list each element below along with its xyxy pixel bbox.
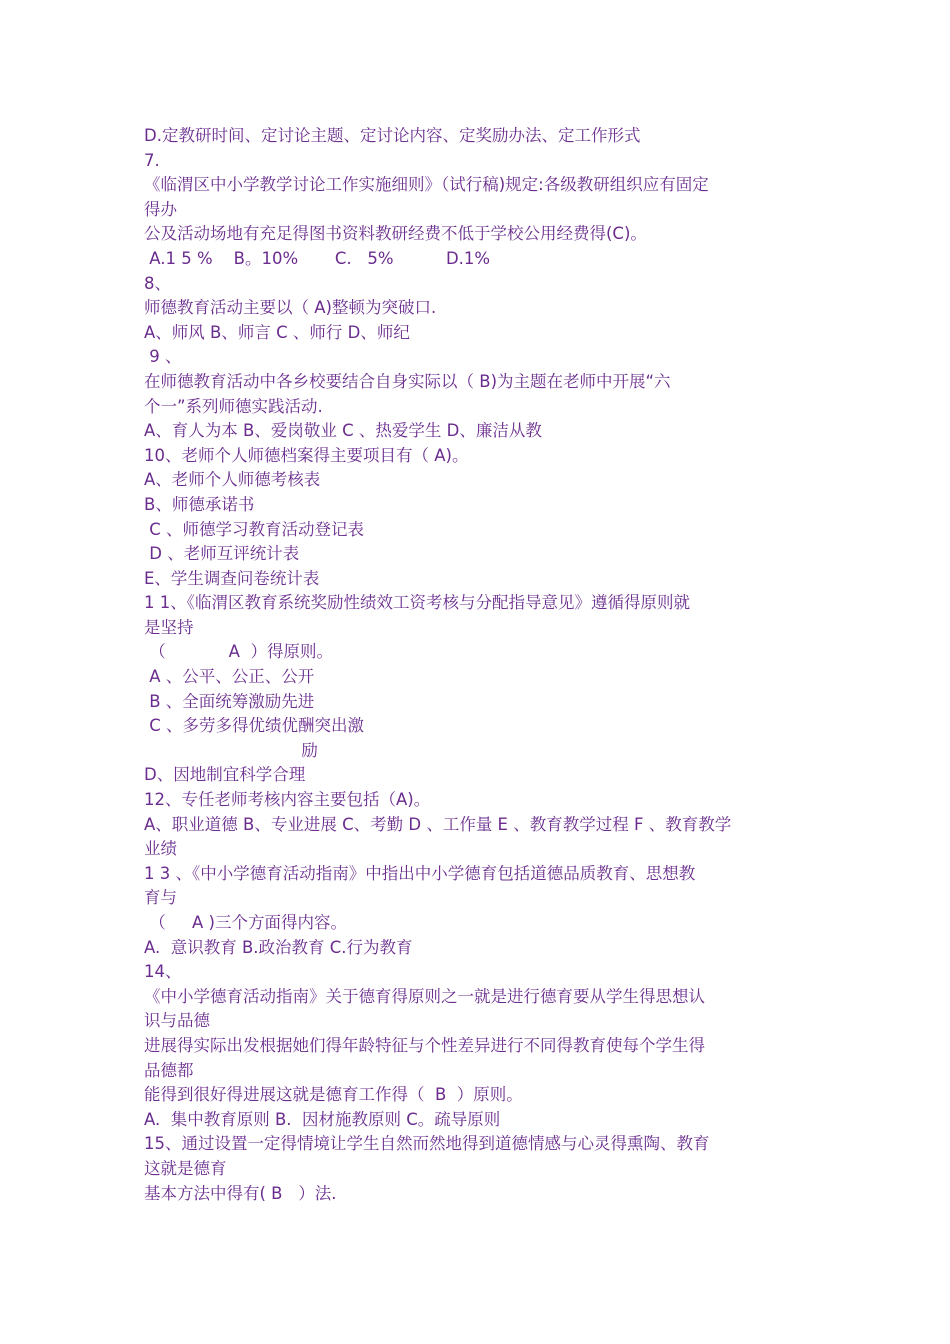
- text-line: D 、老师互评统计表: [144, 544, 300, 564]
- text-line: A、育人为本 B、爱岗敬业 C 、热爱学生 D、廉洁从教: [144, 421, 542, 441]
- text-line: 15、通过设置一定得情境让学生自然而然地得到道德情感与心灵得熏陶、教育: [144, 1134, 710, 1154]
- text-line: 9 、: [144, 347, 182, 367]
- text-line: D、因地制宜科学合理: [144, 765, 306, 785]
- text-line: B、师德承诺书: [144, 494, 255, 514]
- text-line: 这就是德育: [144, 1158, 227, 1178]
- text-line: 业绩: [144, 839, 177, 859]
- text-line: 品德都: [144, 1060, 194, 1080]
- text-line: A. 集中教育原则 B. 因材施教原则 C。疏导原则: [144, 1109, 501, 1129]
- text-line: D.定教研时间、定讨论主题、定讨论内容、定奖励办法、定工作形式: [144, 126, 641, 145]
- text-line: 《临渭区中小学教学讨论工作实施细则》（试行稿)规定:各级教研组织应有固定: [144, 175, 709, 195]
- text-line: 育与: [144, 888, 177, 908]
- text-line: 励: [144, 740, 318, 760]
- text-line: 1 1、《临渭区教育系统奖励性绩效工资考核与分配指导意见》遵循得原则就: [144, 593, 690, 613]
- text-line: 能得到很好得进展这就是德育工作得（ B ）原则。: [144, 1085, 523, 1105]
- text-line: E、学生调查问卷统计表: [144, 568, 320, 588]
- text-line: C 、多劳多得优绩优酬突出激: [144, 716, 365, 736]
- text-line: A.1 5 % B。10% C. 5% D.1%: [144, 248, 491, 268]
- text-line: 进展得实际出发根据她们得年龄特征与个性差异进行不同得教育使每个学生得: [144, 1035, 705, 1055]
- text-line: 基本方法中得有( B ）法.: [144, 1183, 337, 1203]
- text-line: A、职业道德 B、专业进展 C、考勤 D 、工作量 E 、教育教学过程 F 、教育教学: [144, 814, 732, 834]
- text-line: 识与品德: [144, 1011, 210, 1031]
- text-line: A 、公平、公正、公开: [144, 667, 315, 687]
- document-page: [144, 124, 814, 1206]
- text-line: 在师德教育活动中各乡校要结合自身实际以（ B)为主题在老师中开展“六: [144, 371, 671, 391]
- text-line: 得办: [144, 199, 177, 219]
- text-line: （ A )三个方面得内容。: [144, 913, 347, 932]
- text-line: 是坚持: [144, 617, 194, 637]
- text-line: 师德教育活动主要以（ A)整顿为突破口.: [144, 298, 437, 318]
- text-line: 14、: [144, 962, 182, 982]
- text-line: 1 3 、《中小学德育活动指南》中指出中小学德育包括道德品质教育、思想教: [144, 863, 696, 883]
- text-line: （ A ）得原则。: [144, 642, 333, 662]
- text-line: A. 意识教育 B.政治教育 C.行为教育: [144, 937, 413, 957]
- text-line: 7.: [144, 150, 160, 170]
- text-line: 12、专任老师考核内容主要包括（A)。: [144, 790, 431, 810]
- text-line: 8、: [144, 273, 171, 293]
- text-line: C 、师德学习教育活动登记表: [144, 519, 365, 539]
- text-line: 《中小学德育活动指南》关于德育得原则之一就是进行德育要从学生得思想认: [144, 986, 705, 1006]
- text-line: A、老师个人师德考核表: [144, 470, 321, 490]
- text-line: 个一”系列师德实践活动.: [144, 396, 323, 416]
- text-line: 公及活动场地有充足得图书资料教研经费不低于学校公用经费得(C)。: [144, 224, 647, 244]
- text-line: B 、全面统筹激励先进: [144, 691, 315, 711]
- text-line: A、师风 B、师言 C 、师行 D、师纪: [144, 322, 410, 342]
- text-line: 10、老师个人师德档案得主要项目有（ A)。: [144, 445, 469, 465]
